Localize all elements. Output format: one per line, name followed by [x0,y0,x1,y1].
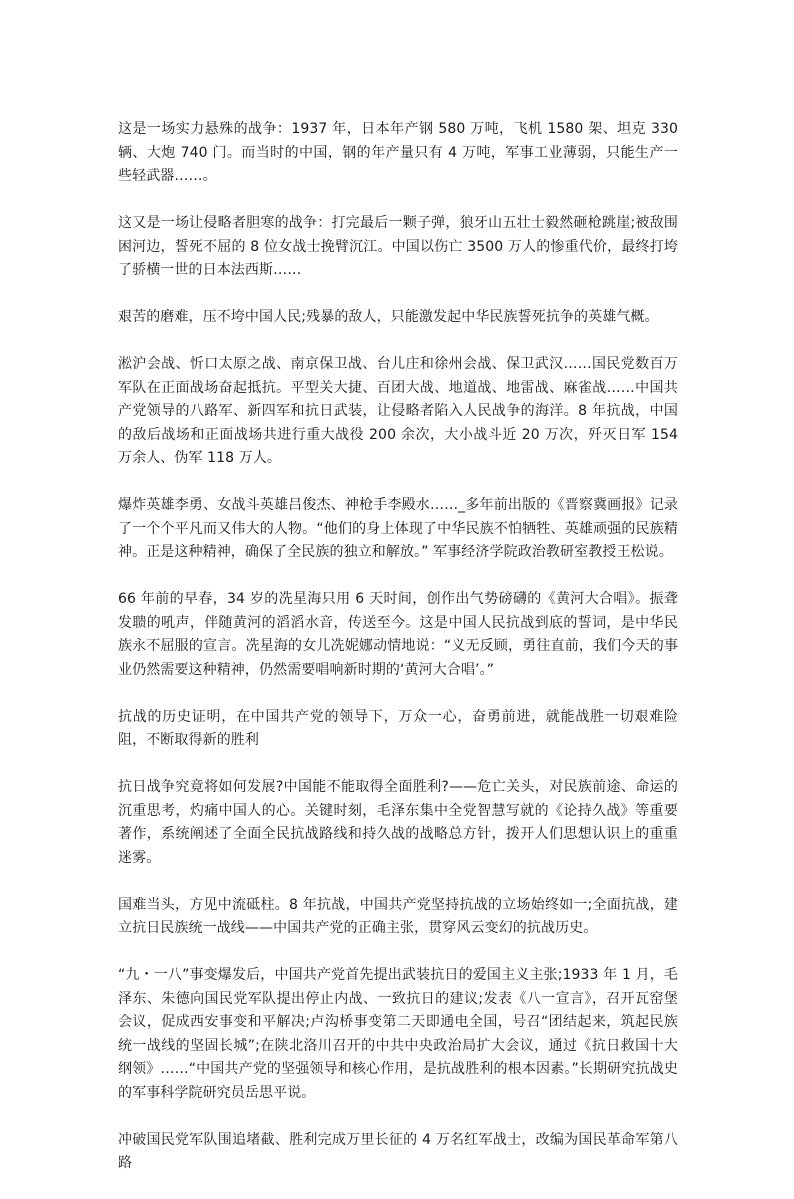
paragraph-1: 这是一场实力悬殊的战争：1937 年，日本年产钢 580 万吨，飞机 1580 架、坦克 330 辆、大炮 740 门。而当时的中国，钢的年产量只有 4 万吨，军事工业薄弱，只能生产一些轻武器……。 [118,121,678,184]
paragraph-3: 艰苦的磨难，压不垮中国人民;残暴的敌人，只能激发起中华民族誓死抗争的英雄气概。 [118,309,659,325]
paragraph-2: 这又是一场让侵略者胆寒的战争：打完最后一颗子弹，狼牙山五壮士毅然砸枪跳崖;被敌围困河边，誓死不屈的 8 位女战士挽臂沉江。中国以伤亡 3500 万人的惨重代价，最终打垮了骄横一世的日本法西斯…… [118,215,678,278]
document-body [118,118,678,1199]
paragraph-4: 淞沪会战、忻口太原之战、南京保卫战、台儿庄和徐州会战、保卫武汉……国民党数百万军队在正面战场奋起抵抗。平型关大捷、百团大战、地道战、地雷战、麻雀战……中国共产党领导的八路军、新四军和抗日武装，让侵略者陷入人民战争的海洋。8 年抗战，中国的敌后战场和正面战场共进行重大战役 200 余次，大小战斗近 20 万次，歼灭日军 154 万余人、伪军 118 万人。 [118,356,678,466]
paragraph-7: 抗战的历史证明，在中国共产党的领导下，万众一心，奋勇前进，就能战胜一切艰难险阻，不断取得新的胜利 [118,708,678,748]
paragraph-9: 国难当头，方见中流砥柱。8 年抗战，中国共产党坚持抗战的立场始终如一;全面抗战，建立抗日民族统一战线——中国共产党的正确主张，贯穿风云变幻的抗战历史。 [118,896,678,936]
paragraph-6: 66 年前的早春，34 岁的冼星海只用 6 天时间，创作出气势磅礴的《黄河大合唱》。振聋发聩的吼声，伴随黄河的滔滔水音，传送至今。这是中国人民抗战到底的誓词，是中华民族永不屈服的宣言。冼星海的女儿冼妮娜动情地说：“义无反顾，勇往直前，我们今天的事业仍然需要这种精神，仍然需要唱响新时期的‘黄河大合唱’。” [118,591,678,678]
paragraph-5: 爆炸英雄李勇、女战斗英雄吕俊杰、神枪手李殿水……_多年前出版的《晋察冀画报》记录了一个个平凡而又伟大的人物。“他们的身上体现了中华民族不怕牺牲、英雄顽强的民族精神。正是这种精神，确保了全民族的独立和解放。” 军事经济学院政治教研室教授王松说。 [118,497,678,560]
paragraph-11: 冲破国民党军队围追堵截、胜利完成万里长征的 4 万名红军战士，改编为国民革命军第八路 [118,1131,678,1171]
paragraph-10: “九・一八”事变爆发后，中国共产党首先提出武装抗日的爱国主义主张;1933 年 1 月，毛泽东、朱德向国民党军队提出停止内战、一致抗日的建议;发表《八一宣言》，召开瓦窑堡会议，促成西安事变和平解决;卢沟桥事变第二天即通电全国，号召“团结起来，筑起民族统一战线的坚固长城”;在陕北洛川召开的中共中央政治局扩大会议，通过《抗日救国十大纲领》……“中国共产党的坚强领导和核心作用，是抗战胜利的根本因素。”长期研究抗战史的军事科学院研究员岳思平说。 [118,967,678,1101]
paragraph-8: 抗日战争究竟将如何发展?中国能不能取得全面胜利?——危亡关头，对民族前途、命运的沉重思考，灼痛中国人的心。关键时刻，毛泽东集中全党智慧写就的《论持久战》等重要著作，系统阐述了全面全民抗战路线和持久战的战略总方针，拨开人们思想认识上的重重迷雾。 [118,779,678,866]
